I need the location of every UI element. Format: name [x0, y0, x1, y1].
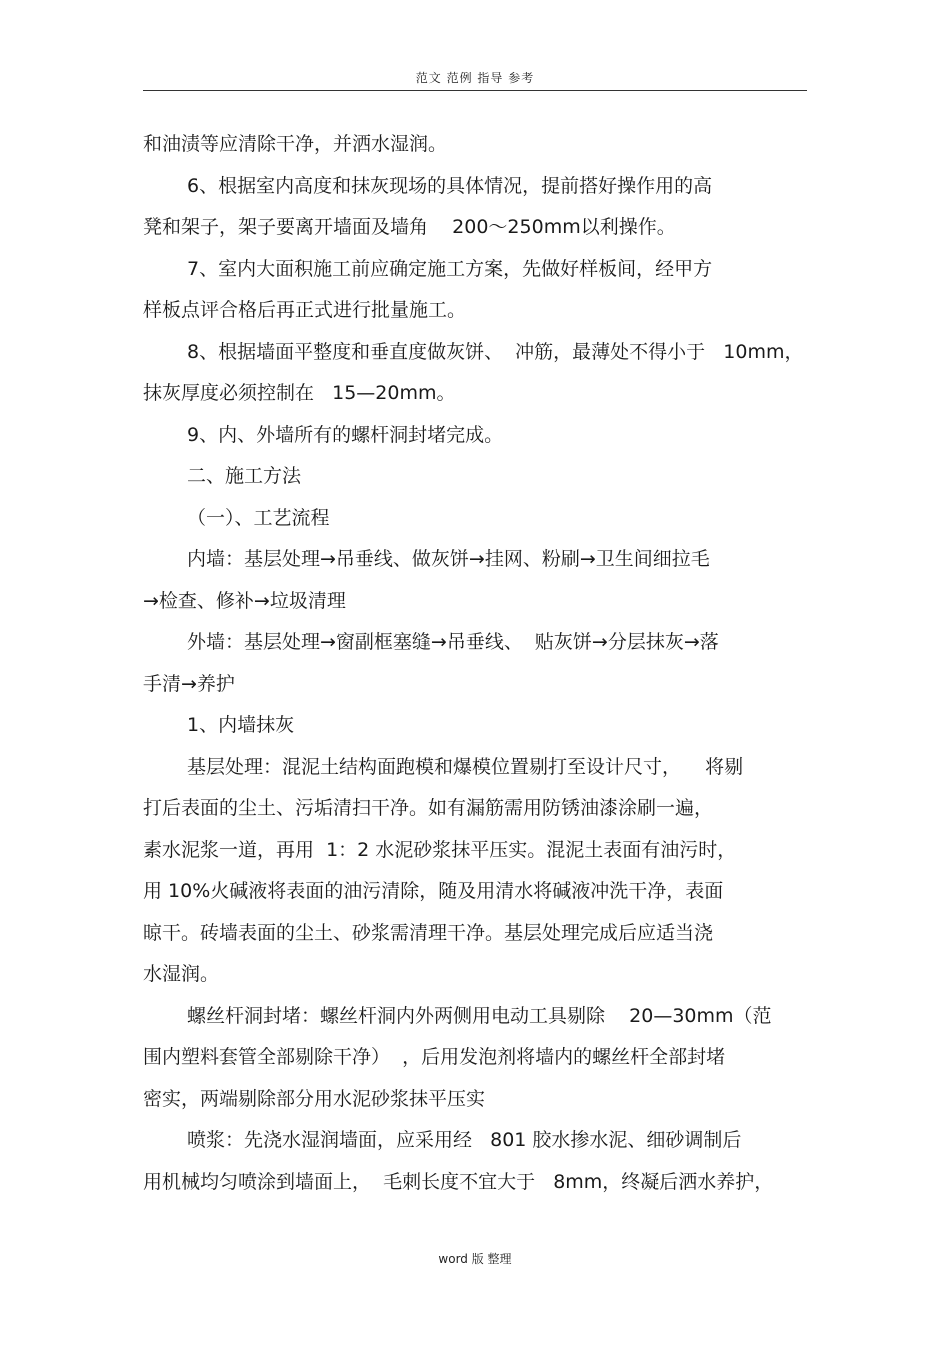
header-rule [143, 90, 807, 91]
text-line: 抹灰厚度必须控制在 15—20mm。 [143, 382, 456, 404]
text-line: 打后表面的尘土、污垢清扫干净。如有漏筋需用防锈油漆涂刷一遍， [143, 797, 714, 819]
text-line: 用机械均匀喷涂到墙面上， 毛刺长度不宜大于 8mm，终凝后洒水养护， [143, 1171, 774, 1193]
section-heading: 二、施工方法 [187, 465, 302, 487]
text-line: 螺丝杆洞封堵：螺丝杆洞内外两侧用电动工具剔除 20—30mm（范 [187, 1005, 772, 1027]
text-line: 晾干。砖墙表面的尘土、砂浆需清理干净。基层处理完成后应适当浇 [143, 922, 714, 944]
text-line: →检查、修补→垃圾清理 [143, 590, 346, 612]
text-line: 基层处理：混泥土结构面跑模和爆模位置剔打至设计尺寸， 将剔 [187, 756, 744, 778]
text-line: 外墙：基层处理→窗副框塞缝→吊垂线、 贴灰饼→分层抹灰→落 [187, 631, 719, 653]
text-line: 6、根据室内高度和抹灰现场的具体情况，提前搭好操作用的高 [187, 175, 713, 197]
text-line: 密实，两端剔除部分用水泥砂浆抹平压实 [143, 1088, 486, 1110]
text-line: 内墙：基层处理→吊垂线、做灰饼→挂网、粉刷→卫生间细拉毛 [187, 548, 710, 570]
text-line: 围内塑料套管全部剔除干净） ，后用发泡剂将墙内的螺丝杆全部封堵 [143, 1046, 726, 1068]
page-footer: word 版 整理 [438, 1252, 512, 1266]
page-header: 范文 范例 指导 参考 [415, 71, 535, 85]
text-line: 手清→养护 [143, 673, 235, 695]
text-line: 水湿润。 [143, 963, 220, 985]
text-line: 样板点评合格后再正式进行批量施工。 [143, 299, 467, 321]
text-line: 用 10%火碱液将表面的油污清除，随及用清水将碱液冲洗干净，表面 [143, 880, 724, 902]
item-heading: 1、内墙抹灰 [187, 714, 295, 736]
text-line: 9、内、外墙所有的螺杆洞封堵完成。 [187, 424, 504, 446]
text-line: 凳和架子，架子要离开墙面及墙角 200～250mm以利操作。 [143, 216, 676, 238]
subsection-heading: （一）、工艺流程 [187, 507, 330, 529]
text-line: 喷浆：先浇水湿润墙面，应采用经 801 胶水掺水泥、细砂调制后 [187, 1129, 742, 1151]
text-line: 素水泥浆一道，再用 1：2 水泥砂浆抹平压实。混泥土表面有油污时， [143, 839, 737, 861]
text-line: 和油渍等应清除干净，并洒水湿润。 [143, 133, 448, 155]
text-line: 8、根据墙面平整度和垂直度做灰饼、 冲筋，最薄处不得小于 10mm， [187, 341, 804, 363]
text-line: 7、室内大面积施工前应确定施工方案，先做好样板间，经甲方 [187, 258, 713, 280]
